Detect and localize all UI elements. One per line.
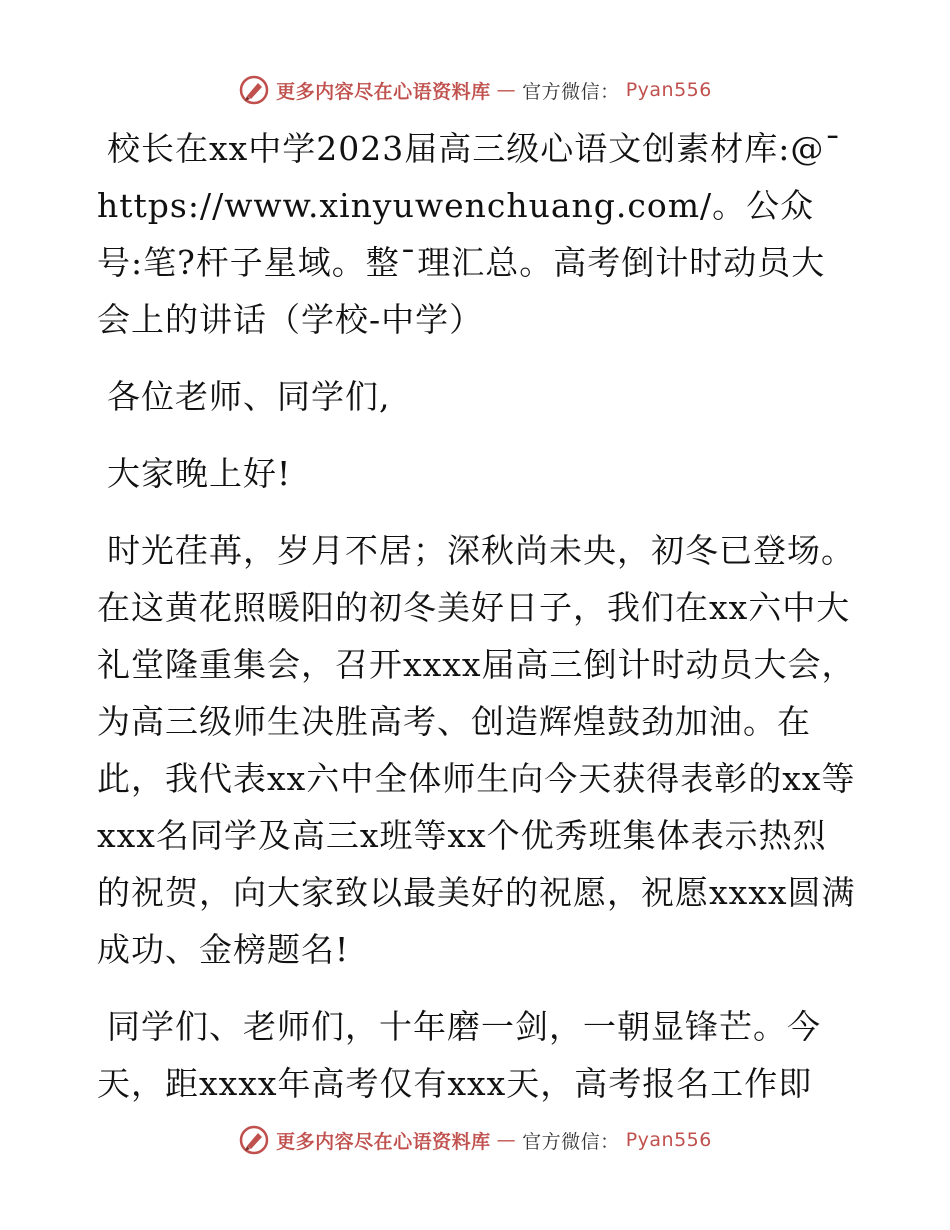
banner-wechat-id: Pyan556 [625, 79, 712, 101]
pen-logo-icon [238, 74, 270, 106]
header-banner [0, 70, 950, 110]
document-body [97, 120, 857, 1132]
banner-wechat-id: Pyan556 [625, 1129, 712, 1151]
pen-logo-icon [238, 1124, 270, 1156]
banner-dash: — [496, 1129, 517, 1151]
paragraph-title: 校长在xx中学2023届高三级心语文创素材库:@¯https://www.xinyuwenchuang.com/。公众号:笔?杆子星域。整¯理汇总。高考倒计时动员大会上的讲话（学校-中学） [97, 129, 842, 339]
paragraph-greeting: 大家晚上好! [107, 454, 292, 493]
banner-main-text: 更多内容尽在心语资料库 [276, 1130, 491, 1153]
banner-wechat-label: 官方微信： [522, 80, 620, 103]
paragraph-salutation: 各位老师、同学们, [107, 377, 391, 416]
footer-banner [0, 1120, 950, 1160]
paragraph-body-2: 同学们、老师们，十年磨一剑，一朝显锋芒。今天，距xxxx年高考仅有xxx天，高考报名工作即 [97, 1007, 821, 1103]
banner-main-text: 更多内容尽在心语资料库 [276, 80, 491, 103]
banner-dash: — [496, 79, 517, 101]
paragraph-body-1: 时光荏苒，岁月不居；深秋尚未央，初冬已登场。在这黄花照暖阳的初冬美好日子，我们在xx六中大礼堂隆重集会，召开xxxx届高三倒计时动员大会，为高三级师生决胜高考、创造辉煌鼓劲加油。在此，我代表xx六中全体师生向今天获得表彰的xx等xxx名同学及高三x班等xx个优秀班集体表示热烈的祝贺，向大家致以最美好的祝愿，祝愿xxxx圆满成功、金榜题名! [97, 531, 856, 969]
banner-wechat-label: 官方微信： [522, 1130, 620, 1153]
